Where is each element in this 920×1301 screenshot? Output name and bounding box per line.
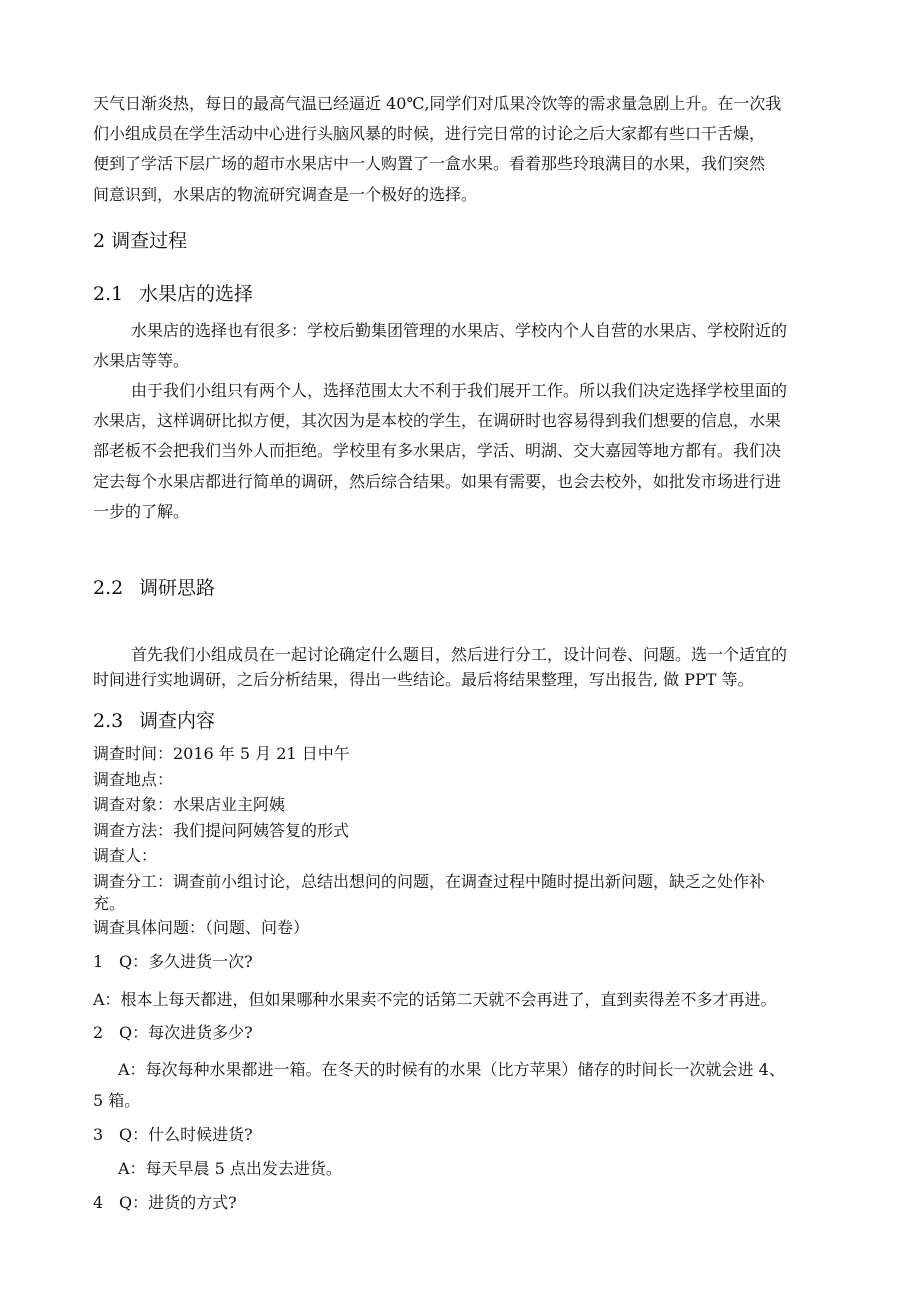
survey-field: 调查人：: [93, 846, 158, 865]
survey-field: 调查对象：水果店业主阿姨: [93, 795, 286, 814]
subsection-heading: [93, 709, 215, 733]
answer-line: A：每天早晨 5 点出发去进货。: [118, 1159, 342, 1178]
subsection-number: 2.3: [93, 710, 124, 732]
answer-line: 5 箱。: [93, 1091, 141, 1110]
survey-field: 调查地点：: [93, 770, 174, 789]
survey-field: 调查时间：2016 年 5 月 21 日中午: [93, 744, 350, 763]
subsection-heading: [93, 576, 215, 600]
intro-line: 便到了学活下层广场的超市水果店中一人购置了一盒水果。看着那些玲琅满目的水果，我们突然: [93, 154, 766, 173]
question: [93, 1023, 253, 1043]
question: [93, 1125, 253, 1145]
question-number: 1: [93, 952, 104, 971]
paragraph-line: 首先我们小组成员在一起讨论确定什么题目，然后进行分工，设计问卷、问题。选一个适宜的: [131, 645, 788, 664]
survey-field: 调查具体问题：（问题、问卷）: [93, 918, 310, 937]
answer-line: A：根本上每天都进，但如果哪种水果卖不完的话第二天就不会再进了，直到卖得差不多才再进。: [93, 990, 777, 1009]
question-text: Q：多久进货一次?: [119, 952, 253, 971]
section-heading: 2 调查过程: [93, 230, 188, 252]
intro-line: 间意识到，水果店的物流研究调查是一个极好的选择。: [93, 185, 478, 204]
paragraph-line: 定去每个水果店都进行简单的调研，然后综合结果。如果有需要，也会去校外，如批发市场进行进: [93, 472, 782, 491]
question-number: 4: [93, 1193, 104, 1212]
subsection-heading: [93, 282, 253, 306]
subsection-number: 2.1: [93, 283, 124, 305]
paragraph-line: 水果店的选择也有很多：学校后勤集团管理的水果店、学校内个人自营的水果店、学校附近的: [131, 321, 788, 340]
paragraph-line: 由于我们小组只有两个人，选择范围太大不利于我们展开工作。所以我们决定选择学校里面的: [131, 381, 788, 400]
question: [93, 1193, 237, 1213]
survey-field: 调查方法：我们提问阿姨答复的形式: [93, 821, 350, 840]
survey-field: 调查分工：调查前小组讨论，总结出想问的问题，在调查过程中随时提出新问题，缺乏之处作补: [93, 872, 766, 891]
question-text: Q：什么时候进货?: [119, 1125, 253, 1144]
subsection-title: 调查内容: [139, 710, 216, 732]
survey-field: 充。: [93, 894, 126, 913]
question-number: 3: [93, 1125, 104, 1144]
subsection-title: 水果店的选择: [139, 283, 254, 305]
paragraph-line: 一步的了解。: [93, 502, 190, 521]
paragraph-line: 水果店，这样调研比拟方便，其次因为是本校的学生，在调研时也容易得到我们想要的信息，水果: [93, 411, 782, 430]
paragraph-line: 水果店等等。: [93, 351, 190, 370]
question-text: Q：进货的方式?: [119, 1193, 237, 1212]
question-number: 2: [93, 1023, 104, 1042]
question-text: Q：每次进货多少?: [119, 1023, 253, 1042]
subsection-title: 调研思路: [139, 577, 216, 599]
paragraph-line: 时间进行实地调研，之后分析结果，得出一些结论。最后将结果整理，写出报告, 做 PPT 等。: [93, 670, 754, 689]
question: [93, 952, 253, 972]
subsection-number: 2.2: [93, 577, 124, 599]
intro-line: 天气日渐炎热，每日的最高气温已经逼近 40℃,同学们对瓜果冷饮等的需求量急剧上升。在一次我: [93, 94, 782, 113]
answer-line: A：每次每种水果都进一箱。在冬天的时候有的水果（比方苹果）储存的时间长一次就会进 4、: [118, 1060, 785, 1079]
paragraph-line: 部老板不会把我们当外人而拒绝。学校里有多水果店，学活、明湖、交大嘉园等地方都有。我们决: [93, 441, 782, 460]
intro-line: 们小组成员在学生活动中心进行头脑风暴的时候，进行完日常的讨论之后大家都有些口干舌燥，: [93, 124, 766, 143]
